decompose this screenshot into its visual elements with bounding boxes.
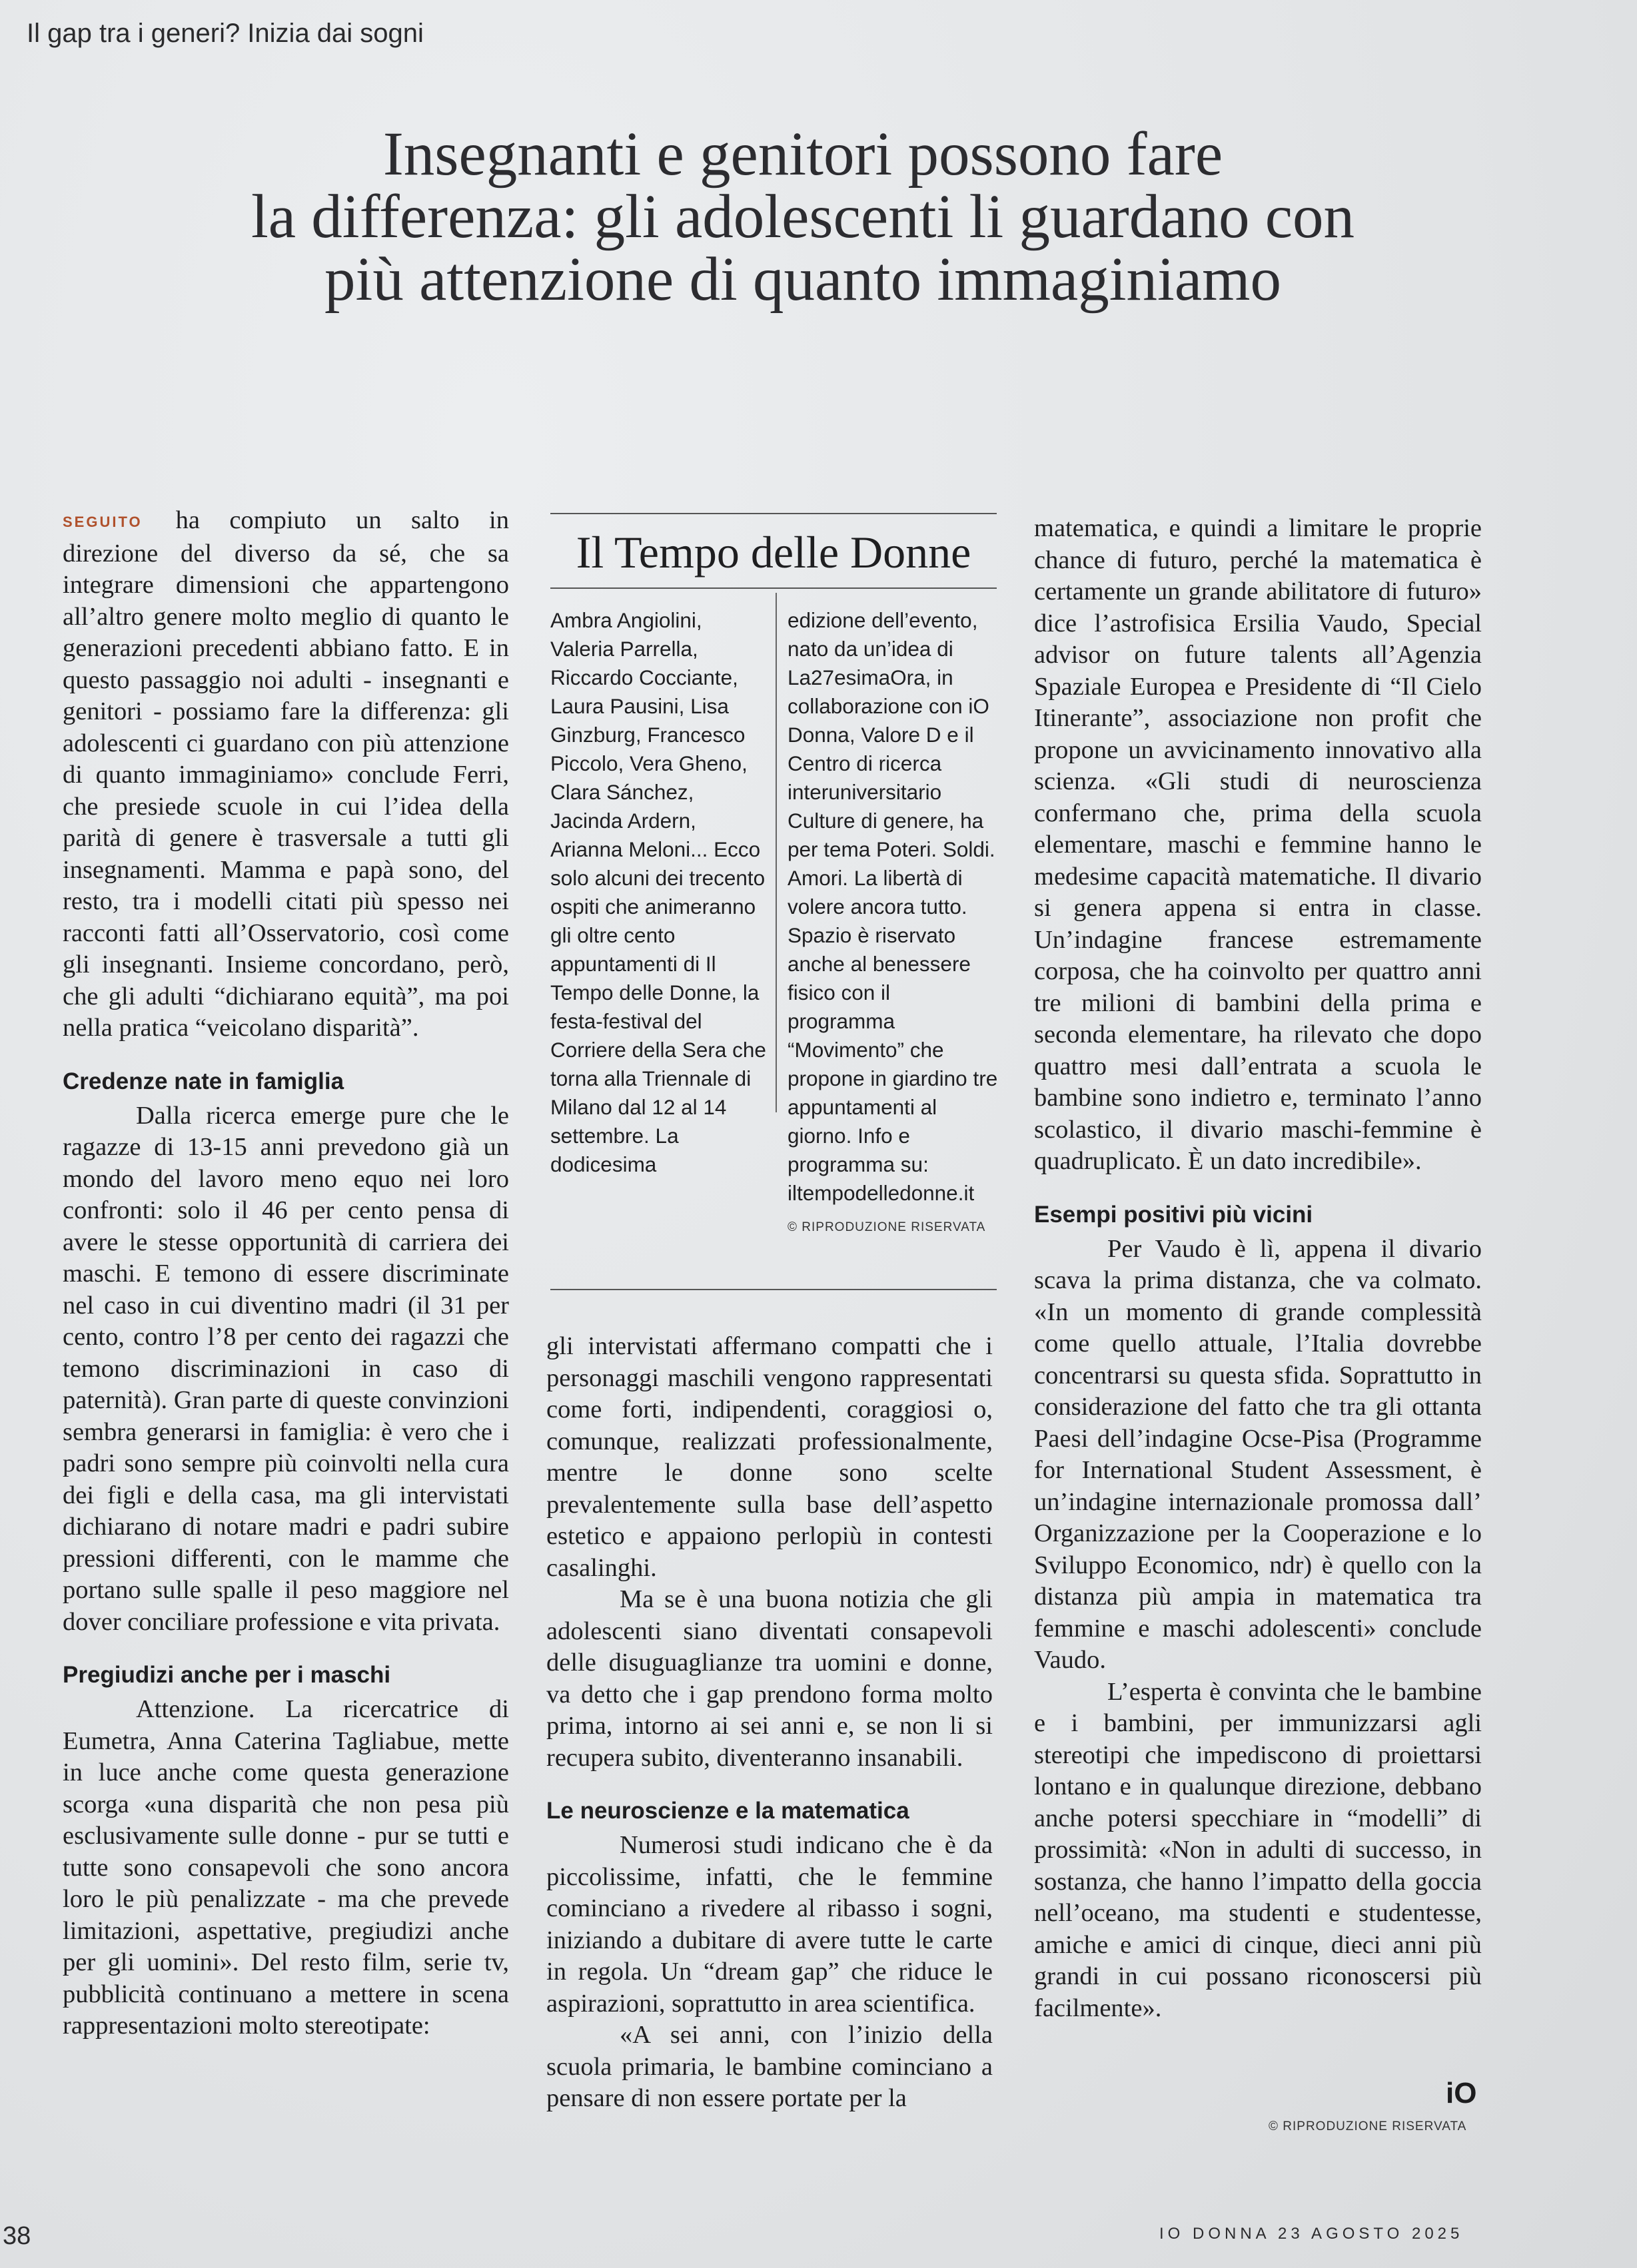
paragraph: gli intervistati affermano compatti che i personaggi maschili vengono rappresentati come forti, indipendenti, coraggiosi o, comunque, realizzati professionalmente, mentre le donne sono scelte prevalentemente sulla base dell’aspetto estetico e appaiono perlopiù in contesti casalinghi. [546,1332,993,1582]
divider [550,1289,997,1290]
headline-line: più attenzione di quanto immaginiamo [324,245,1281,314]
magazine-footer: IO DONNA 23 AGOSTO 2025 [1159,2225,1464,2243]
paragraph: Ma se è una buona notizia che gli adolescenti siano diventati consapevoli delle disuguaglianze tra uomini e donne, va detto che i gap prendono forma molto prima, intorno ai sei anni e, se non li si recupera subito, diventeranno insanabili. [546,1585,993,1772]
paragraph: matematica, e quindi a limitare le proprie chance di futuro, perché la matematica è certamente un grande abilitatore di futuro» dice l’astrofisica Ersilia Vaudo, Special advisor on future talents all’Agenzia Spaziale Europea e Presidente di “Il Cielo Itinerante”, associazione non profit che propone un avvicinamento innovativo alla scienza. «Gli studi di neuroscienza confermano che, prima della scuola elementare, maschi e femmine hanno le medesime capacità matematiche. Il divario si genera appena si entra in classe. Un’indagine francese estremamente corposa, che ha coinvolto per quattro anni tre milioni di bambini della prima e seconda elementare, ha rilevato che dopo quattro mesi dall’entrata a scuola le bambine sono indietro e, terminato l’anno scolastico, il divario maschi-femmine è quadruplicato. È un dato incredibile». [1034,514,1482,1175]
divider [550,587,997,589]
sidebar-box [550,513,997,1292]
paragraph: Per Vaudo è lì, appena il divario scava la prima distanza, che va colmato. «In un momento di grande complessità come quello attuale, l’Italia dovrebbe concentrarsi su questa sfida. Soprattutto in considerazione del fatto che tra gli ottanta Paesi dell’indagine Ocse-Pisa (Programme for International Student Assessment, è un’indagine internazionale promossa dall’ Organizzazione per la Cooperazione e lo Sviluppo Economico, ndr) è quello con la distanza più ampia in matematica tra femmine e maschi adolescenti» conclude Vaudo. [1034,1234,1482,1674]
headline-line: la differenza: gli adolescenti li guardano con [251,183,1355,251]
subheading: Pregiudizi anche per i maschi [63,1662,391,1688]
sidebar-text-right: edizione dell’evento, nato da un’idea di La27esimaOra, in collaborazione con iO Donna, Valore D e il Centro di ricerca interuniversitario Culture di genere, ha per tema Poteri. Soldi. Amori. La libertà di volere ancora tutto. Spazio è riservato anche al benessere fisico con il programma “Movimento” che propone in giardino tre appuntamenti al giorno. Info e programma su: iltempodelledonne.it © RIPRODUZIONE RISERVATA [788,606,1001,1242]
paragraph: Numerosi studi indicano che è da piccolissime, infatti, che le femmine cominciano a rivedere al ribasso i sogni, iniziando a dubitare di avere tutte le carte in regola. Un “dream gap” che riduce le aspirazioni, soprattutto in area scientifica. [546,1831,993,2018]
divider [550,513,997,514]
article-column-3 [1034,513,1482,2024]
copyright-note: © RIPRODUZIONE RISERVATA [788,1220,986,1234]
headline-line: Insegnanti e genitori possono fare [382,120,1223,189]
seguito-label: SEGUITO [63,514,143,530]
page-number: 38 [3,2222,31,2250]
subheading: Le neuroscienze e la matematica [546,1798,909,1824]
paragraph: Dalla ricerca emerge pure che le ragazze di 13-15 anni prevedono già un mondo del lavoro meno equo nei loro confronti: solo il 46 per cento pensa di avere le stesse opportunità di carriera dei maschi. E temono di essere discriminate nel caso in cui diventino madri (il 31 per cento, contro l’8 per cento dei ragazzi che temono discriminazioni in caso di paternità). Gran parte di queste convinzioni sembra generarsi in famiglia: è vero che i padri sono sempre più coinvolti nella cura dei figli e della casa, ma gli intervistati dichiarano di notare madri e padri subire pressioni differenti, con le mamme che portano sulle spalle il peso maggiore nel dover conciliare professione e vita privata. [63,1101,509,1636]
headline [120,120,1486,314]
paragraph: L’esperta è convinta che le bambine e i bambini, per immunizzarsi agli stereotipi che impediscono di proiettarsi lontano e in qualunque direzione, debbano anche potersi specchiare in “modelli” di prossimità: «Non in adulti di successo, in sostanza, che hanno l’impatto della goccia nell’oceano, ma studenti e studentesse, amiche e amici di cinque, dieci anni più grandi in cui possano riconoscersi più facilmente». [1034,1677,1482,2022]
subheading: Credenze nate in famiglia [63,1068,344,1094]
sidebar-text-left: Ambra Angiolini, Valeria Parrella, Riccardo Cocciante, Laura Pausini, Lisa Ginzburg, Francesco Piccolo, Vera Gheno, Clara Sánchez, Jacinda Ardern, Arianna Meloni... Ecco solo alcuni dei trecento ospiti che animeranno gli oltre cento appuntamenti di Il Tempo delle Donne, la festa-festival del Corriere della Sera che torna alla Triennale di Milano dal 12 al 14 settembre. La dodicesima [550,608,766,1176]
paragraph: «A sei anni, con l’inizio della scuola primaria, le bambine cominciano a pensare di non essere portate per la [546,2021,993,2112]
article-column-2 [546,1331,993,2115]
subheading: Esempi positivi più vicini [1034,1201,1313,1228]
divider [776,593,777,1112]
io-donna-logo: iO [1446,2077,1477,2109]
sidebar-title: Il Tempo delle Donne [576,527,971,577]
copyright-note: © RIPRODUZIONE RISERVATA [1269,2119,1467,2133]
paragraph: SEGUITO ha compiuto un salto in direzione del diverso da sé, che sa integrare dimensioni che appartengono all’altro genere molto meglio di quanto le generazioni precedenti abbiano fatto. E in questo passaggio noi adulti - insegnanti e genitori - possiamo fare la differenza: gli adolescenti ci guardano con più attenzione di quanto immaginiamo» conclude Ferri, che presiede scuole in cui l’idea della parità di genere è trasversale a tutti gli insegnamenti. Mamma e papà sono, del resto, tra i modelli citati più spesso nei racconti fatti all’Osservatorio, così come gli insegnanti. Insieme concordano, però, che gli adulti “dichiarano equità”, ma poi nella pratica “veicolano disparità”. [63,506,509,1042]
paragraph: Attenzione. La ricercatrice di Eumetra, Anna Caterina Tagliabue, mette in luce anche come questa generazione scorga «una disparità che non pesa più esclusivamente sulle donne - pur se tutti e tutte sono consapevoli che sono ancora loro le più penalizzate - ma che prevede limitazioni, aspettative, pregiudizi anche per gli uomini». Del resto film, serie tv, pubblicità continuano a mettere in scena rappresentazioni molto stereotipate: [63,1695,509,2040]
section-kicker: Il gap tra i generi? Inizia dai sogni [27,19,424,48]
article-column-1 [63,505,509,2042]
